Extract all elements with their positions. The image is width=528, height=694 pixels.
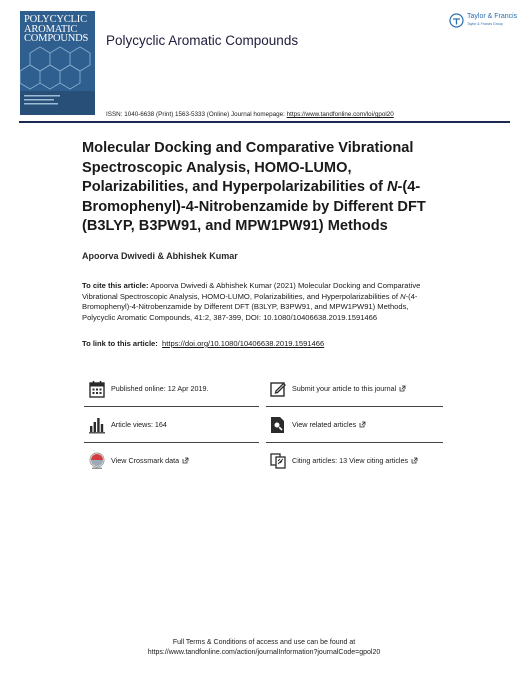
- journal-homepage-link[interactable]: https://www.tandfonline.com/loi/gpol20: [286, 111, 394, 118]
- footer-line: Full Terms & Conditions of access and use can be found at: [172, 639, 356, 646]
- article-link-line: [82, 339, 324, 348]
- external-link-icon: [399, 385, 406, 392]
- citing-articles-label: [292, 456, 418, 465]
- grid-divider: [266, 442, 443, 443]
- taylor-francis-logo-icon: [449, 13, 464, 28]
- journal-name[interactable]: Polycyclic Aromatic Compounds: [106, 33, 299, 48]
- crossmark-label: [111, 456, 189, 465]
- issn-text: ISSN: 1040-6638 (Print) 1563-5333 (Online) Journal homepage:: [106, 111, 287, 118]
- related-articles-text: View related articles: [292, 420, 357, 429]
- publisher-logo[interactable]: [449, 13, 518, 31]
- citation-text: Apoorva Dwivedi & Abhishek Kumar (2021) Molecular Docking and Comparative Vibrational Spectroscopic Analysis, HOMO-LUMO, Polarizabilities, and Hyperpolarizabilities of: [82, 281, 421, 301]
- calendar-icon: [89, 380, 105, 398]
- terms-footer: [0, 638, 528, 658]
- article-authors: Apoorva Dwivedi & Abhishek Kumar: [82, 251, 238, 261]
- title-line: (B3LYP, B3PW91, and MPW1PW91) Methods: [82, 218, 388, 234]
- external-link-icon: [359, 421, 366, 428]
- publisher-logo-subtext: Taylor & Francis Group: [467, 22, 503, 26]
- crossmark-icon: [89, 452, 105, 470]
- article-views-text: Article views: 164: [111, 420, 167, 429]
- citation-text: -(4-Bromophenyl)-4-Nitrobenzamide by Different DFT (B3LYP, B3PW91, and MPW1PW91) Methods, Polycyclic Aromatic Compounds, 41:2, 387-399, DOI:: [82, 291, 418, 322]
- citation-label: To cite this article:: [82, 281, 149, 290]
- title-line: Molecular Docking and Comparative Vibrational: [82, 140, 414, 156]
- title-text: Polarizabilities, and Hyperpolarizabilities of: [82, 179, 387, 195]
- external-link-icon: [411, 457, 418, 464]
- issn-line: [106, 111, 394, 118]
- crossmark-text: View Crossmark data: [111, 456, 180, 465]
- edit-icon: [270, 380, 286, 398]
- external-link-icon: [182, 457, 189, 464]
- title-text: -(4-: [397, 179, 421, 195]
- title-line: [82, 178, 482, 198]
- link-label: To link to this article:: [82, 339, 158, 348]
- bar-chart-icon: [89, 416, 105, 434]
- grid-divider: [84, 406, 259, 407]
- title-line: Spectroscopic Analysis, HOMO-LUMO,: [82, 159, 352, 176]
- article-title: [82, 139, 482, 237]
- submit-article-text: Submit your article to this journal: [292, 384, 397, 393]
- cover-hexagon-pattern: [20, 45, 95, 115]
- header-divider: [19, 121, 510, 123]
- citation-doi[interactable]: 10.1080/10406638.2019.1591466: [263, 312, 378, 322]
- publisher-logo-text: Taylor & Francis: [467, 13, 518, 20]
- doi-link[interactable]: https://doi.org/10.1080/10406638.2019.1591466: [162, 339, 325, 348]
- submit-article-label: [292, 384, 406, 393]
- related-articles-label: [292, 420, 366, 429]
- grid-divider: [266, 406, 443, 407]
- grid-divider: [84, 442, 259, 443]
- journal-cover-image: [20, 11, 95, 115]
- published-online-text: Published online: 12 Apr 2019.: [111, 384, 209, 393]
- citing-articles-text: Citing articles: 13 View citing articles: [292, 456, 409, 465]
- citing-icon: [270, 452, 286, 470]
- cover-title: POLYCYCLIC AROMATIC COMPOUNDS: [24, 14, 89, 44]
- citation-italic: N: [400, 291, 406, 301]
- footer-terms-link[interactable]: https://www.tandfonline.com/action/journalInformation?journalCode=gpol20: [147, 649, 381, 656]
- title-italic: N: [386, 179, 398, 195]
- citation-block: [82, 281, 442, 323]
- title-line: Bromophenyl)-4-Nitrobenzamide by Different DFT: [82, 198, 426, 215]
- search-document-icon: [270, 416, 286, 434]
